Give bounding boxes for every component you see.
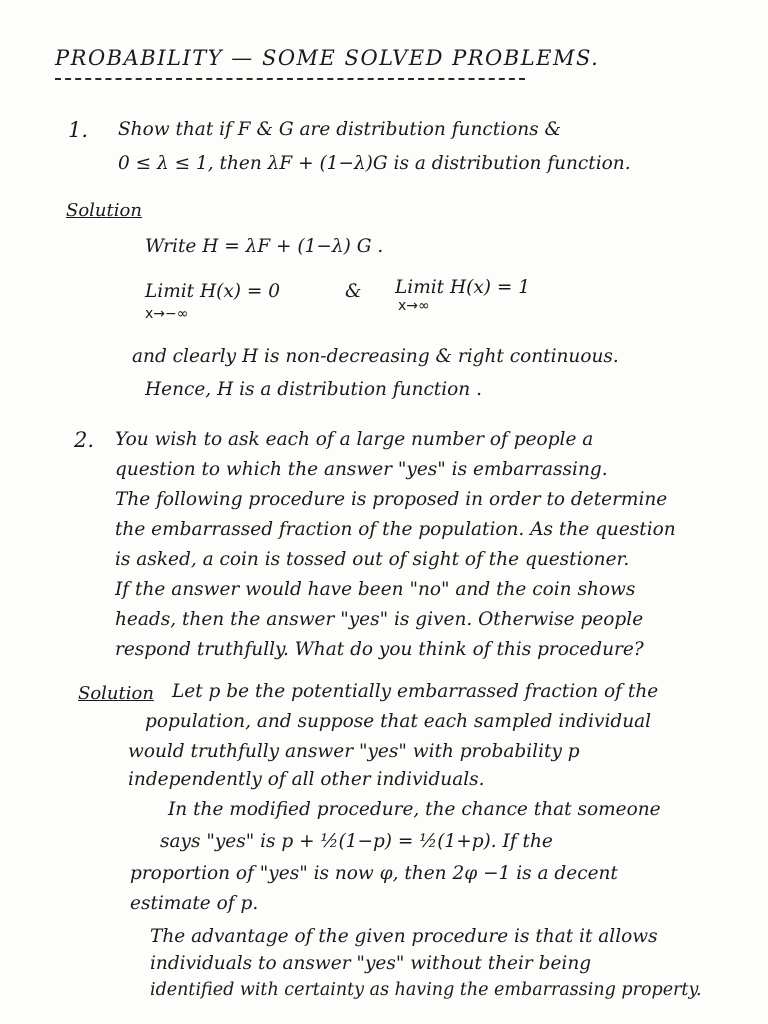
problem-2-line: heads, then the answer "yes" is given. Otherwise people: [115, 609, 644, 630]
problem-2-number: 2.: [74, 428, 95, 452]
solution-2-line: In the modified procedure, the chance that someone: [168, 799, 661, 820]
solution-1-limit-right-sub: x→∞: [398, 298, 430, 314]
solution-2-line: estimate of p.: [130, 893, 259, 914]
solution-2-line: independently of all other individuals.: [128, 769, 485, 790]
solution-2-line: proportion of "yes" is now φ, then 2φ −1 is a decent: [130, 863, 618, 884]
solution-1-line-3: and clearly H is non-decreasing & right continuous.: [132, 346, 619, 367]
problem-1-number: 1.: [68, 118, 89, 142]
problem-2-line: The following procedure is proposed in order to determine: [115, 489, 668, 510]
solution-2-line: The advantage of the given procedure is that it allows: [150, 926, 658, 947]
solution-2-line: identified with certainty as having the embarrassing property.: [150, 980, 702, 1000]
problem-2-line: is asked, a coin is tossed out of sight of the questioner.: [115, 549, 630, 570]
solution-2-line: Let p be the potentially embarrassed fraction of the: [172, 681, 659, 702]
problem-1-line-2: 0 ≤ λ ≤ 1, then λF + (1−λ)G is a distribution function.: [118, 153, 631, 174]
solution-1-amp: &: [345, 281, 362, 302]
solution-1-write: Write H = λF + (1−λ) G .: [145, 236, 384, 257]
solution-2-line: population, and suppose that each sampled individual: [145, 711, 652, 732]
problem-2-line: the embarrassed fraction of the population. As the question: [115, 519, 676, 540]
problem-1-line-1: Show that if F & G are distribution functions &: [118, 119, 561, 140]
problem-2-line: If the answer would have been "no" and the coin shows: [115, 579, 636, 600]
solution-1-line-4: Hence, H is a distribution function .: [145, 379, 482, 400]
solution-1-limit-right: Limit H(x) = 1: [395, 277, 531, 298]
solution-2-line: says "yes" is p + ½(1−p) = ½(1+p). If the: [160, 831, 553, 852]
problem-2-line: You wish to ask each of a large number of people a: [115, 429, 594, 450]
solution-1-limit-left: Limit H(x) = 0: [145, 281, 281, 302]
problem-2-line: question to which the answer "yes" is embarrassing.: [115, 459, 608, 480]
title-underline: [55, 78, 525, 80]
solution-2-line: individuals to answer "yes" without their being: [150, 953, 592, 974]
solution-2-heading: Solution: [78, 683, 154, 704]
page-title: PROBABILITY — SOME SOLVED PROBLEMS.: [55, 46, 600, 70]
solution-1-heading: Solution: [66, 200, 142, 221]
problem-2-line: respond truthfully. What do you think of this procedure?: [115, 639, 644, 660]
solution-1-limit-left-sub: x→−∞: [145, 306, 189, 322]
solution-2-line: would truthfully answer "yes" with probability p: [128, 741, 580, 762]
